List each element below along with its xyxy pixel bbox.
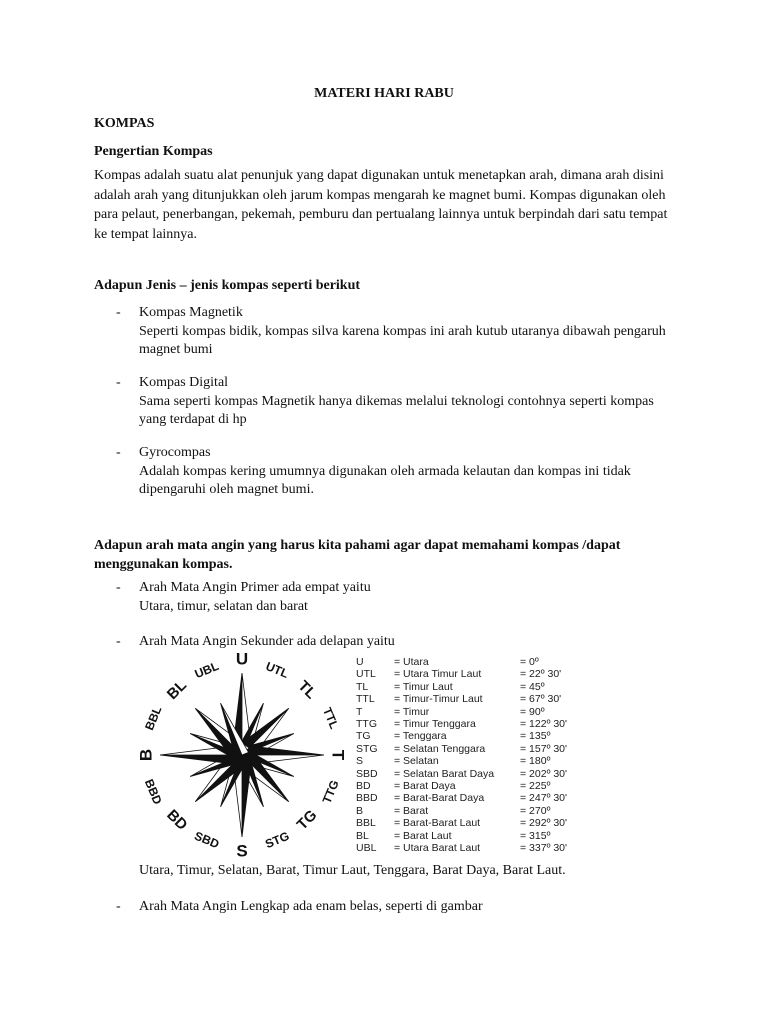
direction-name: = Selatan Barat Daya <box>394 767 495 780</box>
direction-abbr: STG <box>356 742 378 755</box>
rose-label-bbl: BBL <box>142 704 165 733</box>
rose-label-t: T <box>328 749 348 761</box>
direction-name: = Utara Barat Laut <box>394 842 481 855</box>
page-title: MATERI HARI RABU <box>314 86 454 101</box>
type-name: Gyrocompas <box>139 445 211 460</box>
rose-label-s: S <box>236 841 248 861</box>
direction-name: = Timur-Timur Laut <box>394 693 483 706</box>
direction-name: = Tenggara <box>394 730 447 743</box>
rose-label-tl: TL <box>294 677 320 703</box>
direction-abbr: TG <box>356 730 371 743</box>
direction-name: = Utara <box>394 656 429 668</box>
rose-label-bbd: BBD <box>141 777 165 807</box>
rose-label-ttl: TTL <box>320 705 342 732</box>
direction-row <box>356 830 580 842</box>
rose-label-tg: TG <box>293 806 321 834</box>
list-dash: - <box>116 580 121 595</box>
direction-name: = Timur Laut <box>394 680 453 693</box>
direction-degree: = 225º <box>520 780 551 793</box>
direction-abbr: T <box>356 705 363 718</box>
direction-degree: = 122º 30' <box>520 718 568 731</box>
direction-row <box>356 780 580 792</box>
direction-abbr: BD <box>356 780 371 793</box>
wind-heading: Adapun arah mata angin yang harus kita pahami agar dapat memahami kompas /dapat menggunakan kompas. <box>94 538 621 572</box>
direction-abbr: BBD <box>356 792 378 805</box>
direction-name: = Barat <box>394 804 429 817</box>
direction-name: = Selatan Tenggara <box>394 742 486 755</box>
rose-label-b: B <box>136 748 156 762</box>
rose-label-sbd: SBD <box>192 828 222 852</box>
rose-label-ubl: UBL <box>192 658 221 682</box>
primary-label: Arah Mata Angin Primer ada empat yaitu <box>139 580 371 595</box>
direction-row <box>356 681 580 693</box>
star-point <box>242 745 324 755</box>
full-label: Arah Mata Angin Lengkap ada enam belas, seperti di gambar <box>139 899 483 914</box>
directions-table <box>356 656 580 855</box>
direction-abbr: UTL <box>356 668 376 681</box>
direction-row <box>356 817 580 829</box>
subsection-heading: Pengertian Kompas <box>94 144 213 159</box>
direction-degree: = 247º 30' <box>520 792 568 805</box>
rose-label-utl: UTL <box>263 659 291 681</box>
direction-degree: = 67º 30' <box>520 693 562 706</box>
direction-degree: = 157º 30' <box>520 742 568 755</box>
types-heading: Adapun Jenis – jenis kompas seperti berikut <box>94 278 361 293</box>
list-dash: - <box>116 305 121 320</box>
direction-name: = Timur Tenggara <box>394 718 476 731</box>
direction-abbr: S <box>356 755 364 768</box>
type-name: Kompas Magnetik <box>139 305 243 320</box>
list-dash: - <box>116 445 121 460</box>
direction-degree: = 0º <box>520 656 539 668</box>
direction-degree: = 292º 30' <box>520 817 568 830</box>
rose-label-ttg: TTG <box>319 777 342 806</box>
direction-abbr: TTG <box>356 718 377 731</box>
direction-row <box>356 743 580 755</box>
direction-row <box>356 842 580 854</box>
direction-name: = Barat Laut <box>394 829 452 842</box>
list-dash: - <box>116 634 121 649</box>
direction-row <box>356 668 580 680</box>
direction-name: = Barat-Barat Laut <box>394 817 481 830</box>
rose-label-bl: BL <box>163 676 191 704</box>
direction-name: = Timur <box>394 705 430 718</box>
direction-degree: = 135º <box>520 730 551 743</box>
type-description: Adalah kompas kering umumnya digunakan oleh armada kelautan dan kompas ini tidak dipengaruhi oleh magnet bumi. <box>139 463 631 497</box>
direction-row <box>356 755 580 767</box>
direction-degree: = 22º 30' <box>520 668 562 681</box>
direction-name: = Utara Timur Laut <box>394 668 482 681</box>
rose-label-bd: BD <box>163 806 191 834</box>
direction-row <box>356 656 580 668</box>
direction-degree: = 90º <box>520 705 545 718</box>
direction-degree: = 202º 30' <box>520 767 568 780</box>
star-point <box>242 755 252 837</box>
direction-degree: = 180º <box>520 755 551 768</box>
direction-degree: = 45º <box>520 680 545 693</box>
compass-rose-figure <box>136 649 352 861</box>
direction-abbr: TTL <box>356 693 375 706</box>
section-heading: KOMPAS <box>94 116 155 131</box>
rose-label-u: U <box>235 649 249 669</box>
direction-degree: = 315º <box>520 829 551 842</box>
direction-name: = Barat-Barat Daya <box>394 792 485 805</box>
secondary-label: Arah Mata Angin Sekunder ada delapan yaitu <box>139 634 395 649</box>
list-dash: - <box>116 899 121 914</box>
direction-degree: = 337º 30' <box>520 842 568 855</box>
direction-row <box>356 730 580 742</box>
type-description: Seperti kompas bidik, kompas silva karena kompas ini arah kutub utaranya dibawah pengaruh magnet bumi <box>139 323 666 357</box>
secondary-list: Utara, Timur, Selatan, Barat, Timur Laut, Tenggara, Barat Daya, Barat Laut. <box>139 863 566 878</box>
direction-abbr: U <box>356 656 364 668</box>
direction-row <box>356 768 580 780</box>
direction-row <box>356 792 580 804</box>
direction-abbr: TL <box>356 680 369 693</box>
compass-star <box>160 673 324 837</box>
type-name: Kompas Digital <box>139 375 229 390</box>
direction-row <box>356 706 580 718</box>
direction-abbr: BL <box>356 829 369 842</box>
primary-list: Utara, timur, selatan dan barat <box>139 598 308 614</box>
rose-label-stg: STG <box>263 828 292 852</box>
type-description: Sama seperti kompas Magnetik hanya dikemas melalui teknologi contohnya seperti kompas yang terdapat di hp <box>139 393 654 427</box>
direction-row <box>356 693 580 705</box>
list-dash: - <box>116 375 121 390</box>
definition-paragraph: Kompas adalah suatu alat penunjuk yang dapat digunakan untuk menetapkan arah, dimana arah disini adalah arah yang ditunjukkan oleh jarum kompas mengarah ke magnet bumi. Kompas digunakan oleh para pelaut, penerbangan, pekemah, pemburu dan pertualang lainnya untuk berpindah dari satu tempat ke tempat lainnya. <box>94 168 668 242</box>
direction-row <box>356 805 580 817</box>
direction-abbr: B <box>356 804 364 817</box>
direction-degree: = 270º <box>520 804 551 817</box>
direction-row <box>356 718 580 730</box>
star-point <box>160 755 242 765</box>
direction-abbr: UBL <box>356 842 377 855</box>
direction-abbr: BBL <box>356 817 376 830</box>
direction-name: = Selatan <box>394 755 439 768</box>
direction-name: = Barat Daya <box>394 780 456 793</box>
direction-abbr: SBD <box>356 767 378 780</box>
